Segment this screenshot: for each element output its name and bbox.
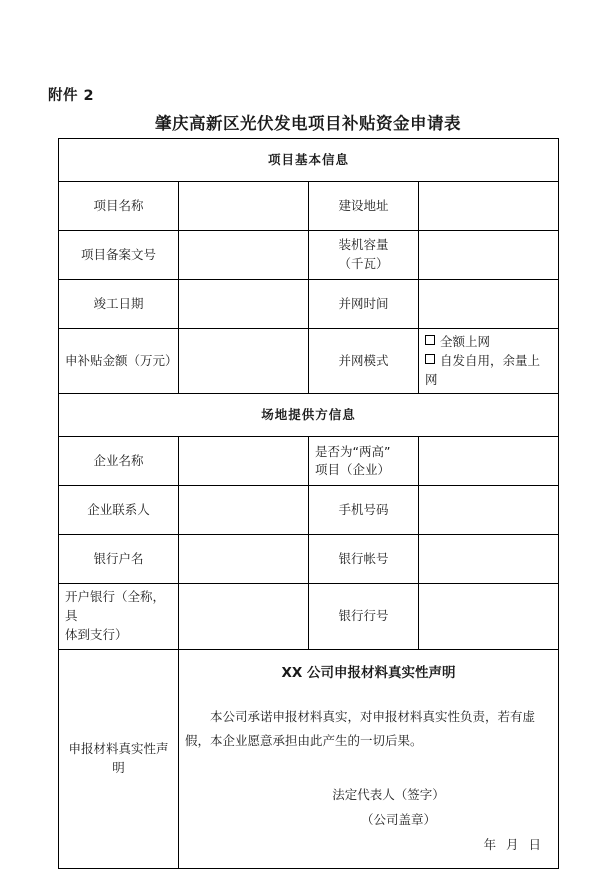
field-mobile-number[interactable] (419, 486, 559, 535)
label-bank-branch-line1: 开户银行（全称，具 (65, 589, 166, 623)
label-two-high (309, 437, 419, 486)
table-row (59, 231, 559, 280)
label-two-high-line2: 项目（企业） (315, 462, 391, 478)
page-title: 肇庆高新区光伏发电项目补贴资金申请表 (155, 114, 461, 133)
label-build-address: 建设地址 (309, 182, 419, 231)
field-record-number[interactable] (179, 231, 309, 280)
field-grid-mode-options[interactable] (419, 329, 559, 394)
section-heading-basic-info: 项目基本信息 (59, 139, 559, 182)
field-bank-code[interactable] (419, 584, 559, 649)
field-capacity[interactable] (419, 231, 559, 280)
label-completion-date: 竣工日期 (59, 280, 179, 329)
table-row (59, 280, 559, 329)
checkbox-icon[interactable] (425, 354, 435, 364)
table-row (59, 535, 559, 584)
attachment-label: 附件 2 (48, 88, 95, 104)
field-bank-account-number[interactable] (419, 535, 559, 584)
label-grid-mode: 并网模式 (309, 329, 419, 394)
table-row (59, 182, 559, 231)
label-subsidy-amount: 申补贴金额（万元） (59, 329, 179, 394)
declaration-seal-line[interactable]: （公司盖章） (361, 812, 437, 827)
field-subsidy-amount[interactable] (179, 329, 309, 394)
label-project-name: 项目名称 (59, 182, 179, 231)
subsidy-application-form (58, 138, 559, 869)
grid-mode-option-full[interactable] (425, 333, 552, 352)
label-mobile-number: 手机号码 (309, 486, 419, 535)
table-row (59, 584, 559, 649)
field-contact-person[interactable] (179, 486, 309, 535)
field-grid-time[interactable] (419, 280, 559, 329)
declaration-content (179, 649, 559, 868)
label-capacity-line2: （千瓦） (338, 256, 389, 271)
field-two-high[interactable] (419, 437, 559, 486)
label-bank-code: 银行行号 (309, 584, 419, 649)
field-bank-account-name[interactable] (179, 535, 309, 584)
table-row (59, 486, 559, 535)
grid-mode-option-full-label: 全额上网 (440, 334, 491, 349)
declaration-body: 本公司承诺申报材料真实，对申报材料真实性负责，若有虚假，本企业愿意承担由此产生的一切后果。 (185, 708, 536, 748)
field-build-address[interactable] (419, 182, 559, 231)
section-heading-site-provider: 场地提供方信息 (59, 394, 559, 437)
declaration-row (59, 649, 559, 868)
label-capacity (309, 231, 419, 280)
label-company-name: 企业名称 (59, 437, 179, 486)
label-grid-time: 并网时间 (309, 280, 419, 329)
table-row (59, 329, 559, 394)
declaration-date-line[interactable]: 年 月 日 (483, 836, 545, 852)
declaration-title: XX 公司申报材料真实性声明 (281, 664, 456, 681)
grid-mode-option-self[interactable] (425, 352, 552, 390)
label-bank-account-number: 银行帐号 (309, 535, 419, 584)
label-declaration: 申报材料真实性声明 (59, 649, 179, 868)
label-bank-branch (59, 584, 179, 649)
grid-mode-option-self-label: 自发自用，余量上网 (425, 352, 541, 387)
field-bank-branch[interactable] (179, 584, 309, 649)
field-completion-date[interactable] (179, 280, 309, 329)
label-bank-branch-line2: 体到支行） (65, 626, 128, 642)
declaration-signature-line[interactable]: 法定代表人（签字） (332, 787, 445, 803)
table-row (59, 437, 559, 486)
label-contact-person: 企业联系人 (59, 486, 179, 535)
section-header-row (59, 394, 559, 437)
label-two-high-line1: 是否为“两高” (315, 443, 391, 459)
field-company-name[interactable] (179, 437, 309, 486)
label-bank-account-name: 银行户名 (59, 535, 179, 584)
section-header-row (59, 139, 559, 182)
label-record-number: 项目备案文号 (59, 231, 179, 280)
checkbox-icon[interactable] (425, 335, 435, 345)
label-capacity-line1: 装机容量 (338, 237, 389, 253)
field-project-name[interactable] (179, 182, 309, 231)
